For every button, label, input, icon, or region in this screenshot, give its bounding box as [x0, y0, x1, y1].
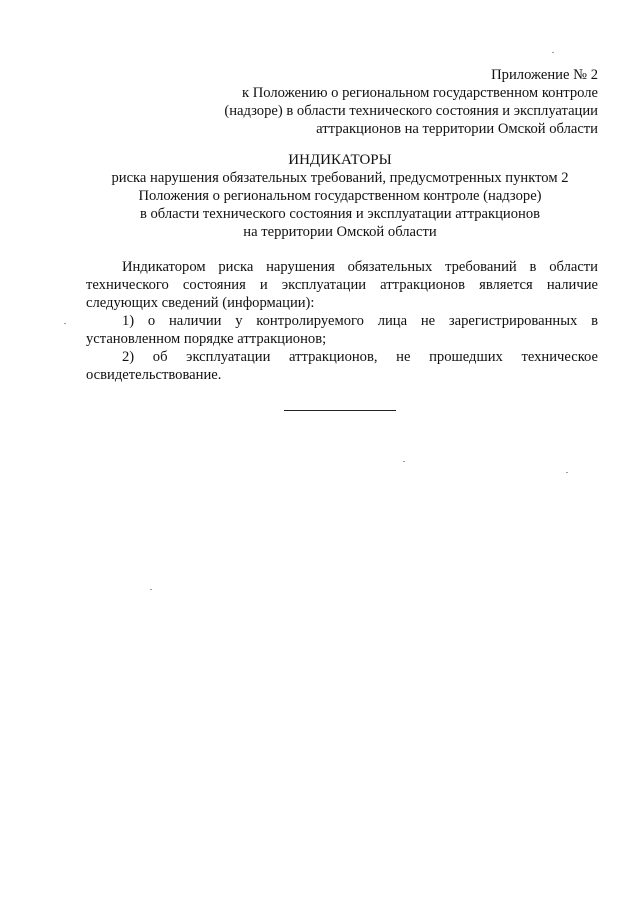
- list-item-2: 2) об эксплуатации аттракционов, не прошедших техническое освидетельствование.: [86, 349, 598, 383]
- scan-speck: [150, 589, 152, 590]
- appendix-number: Приложение № 2: [491, 67, 598, 83]
- appendix-reference-line-2: (надзоре) в области технического состояния и эксплуатации: [224, 103, 598, 119]
- scan-speck: [566, 472, 568, 473]
- title-heading: ИНДИКАТОРЫ: [288, 152, 392, 168]
- appendix-header: [178, 66, 598, 138]
- document-body: [86, 258, 598, 384]
- list-item-1: 1) о наличии у контролируемого лица не зарегистрированных в установленном порядке аттракционов;: [86, 313, 598, 347]
- title-line-2: Положения о региональном государственном контроле (надзоре): [138, 188, 542, 204]
- appendix-reference-line-3: аттракционов на территории Омской области: [316, 121, 598, 137]
- end-separator-line: [284, 410, 396, 411]
- title-line-1: риска нарушения обязательных требований, предусмотренных пунктом 2: [111, 170, 569, 186]
- intro-paragraph: Индикатором риска нарушения обязательных требований в области технического состояния и эксплуатации аттракционов является наличие следующих сведений (информации):: [86, 259, 598, 311]
- scan-speck: [552, 52, 554, 53]
- title-line-3: в области технического состояния и эксплуатации аттракционов: [139, 206, 541, 222]
- title-line-4: на территории Омской области: [243, 224, 437, 240]
- appendix-reference-line-1: к Положению о региональном государственном контроле: [242, 85, 598, 101]
- scan-speck: [64, 323, 66, 324]
- document-title: [90, 151, 590, 241]
- scan-speck: [403, 461, 405, 462]
